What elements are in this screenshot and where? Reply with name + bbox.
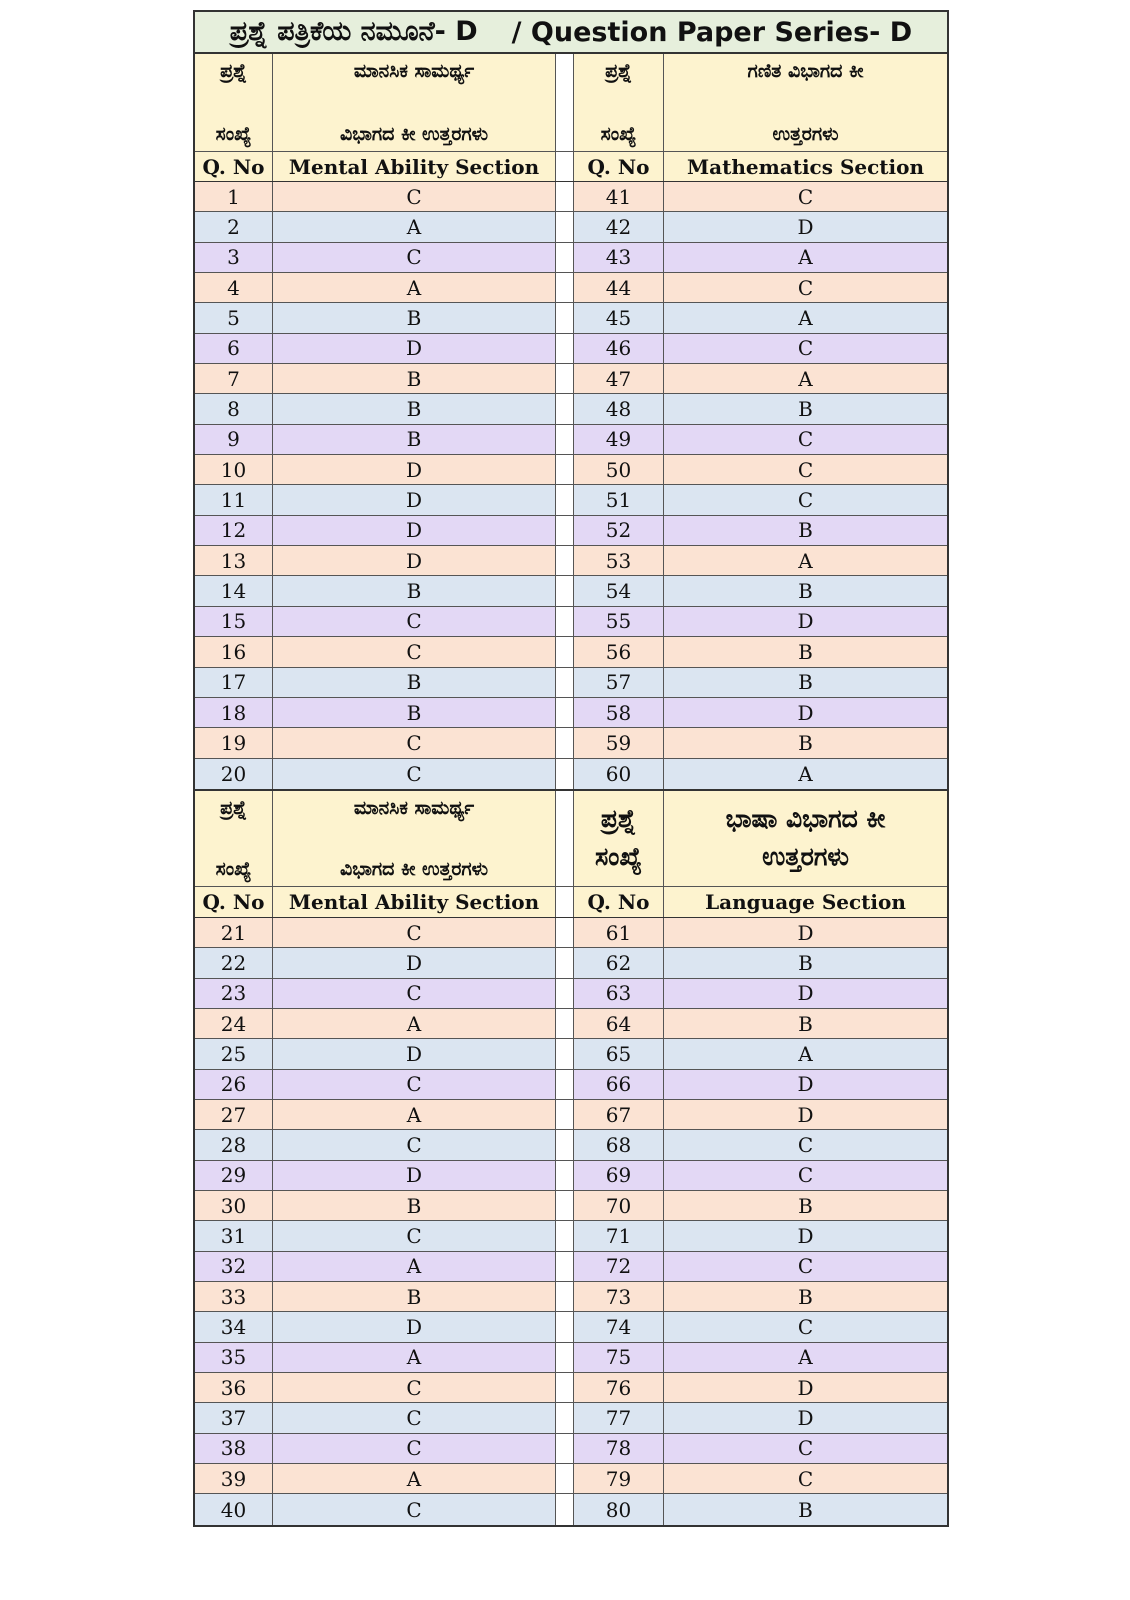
table1-kannada-header — [195, 54, 947, 152]
answer-right: A — [798, 548, 813, 573]
q-no-left: 30 — [195, 1191, 273, 1220]
q-no-left: 19 — [195, 728, 273, 757]
answer-left: D — [273, 485, 556, 514]
answer-left: C — [273, 728, 556, 757]
q-no-right: 70 — [574, 1191, 664, 1220]
q-no-left: 8 — [195, 394, 273, 423]
header-qno-right: Q. No — [574, 152, 664, 181]
table-row — [195, 303, 947, 333]
header-qno-left-kannada: ಪ್ರಶ್ನೆ ಸಂಖ್ಯೆ — [195, 791, 273, 886]
q-no-right: 67 — [574, 1100, 664, 1129]
q-no-right: 58 — [574, 698, 664, 727]
answer-left: C — [273, 759, 556, 789]
answer-left: C — [273, 607, 556, 636]
column-separator — [556, 759, 574, 789]
answer-right: C — [797, 1436, 814, 1461]
answer-right: D — [797, 700, 814, 725]
answer-right: C — [797, 1132, 814, 1157]
answer-left: B — [273, 303, 556, 332]
q-no-right: 54 — [574, 576, 664, 605]
q-no-left: 15 — [195, 607, 273, 636]
column-separator — [556, 152, 574, 181]
q-no-right: 77 — [574, 1403, 664, 1432]
answer-right: A — [798, 306, 813, 331]
header-qno-right-kannada: ಪ್ರಶ್ನೆ ಸಂಖ್ಯೆ — [574, 791, 664, 886]
answer-right: B — [798, 518, 813, 543]
answer-right: B — [798, 1193, 813, 1218]
answer-left: A — [273, 1009, 556, 1038]
q-no-right: 43 — [574, 243, 664, 272]
q-no-right: 65 — [574, 1039, 664, 1068]
column-separator — [556, 1221, 574, 1250]
table2-english-header — [195, 887, 947, 918]
q-no-left: 4 — [195, 273, 273, 302]
column-separator — [556, 54, 574, 151]
q-no-left: 23 — [195, 979, 273, 1008]
column-separator — [556, 455, 574, 484]
q-no-left: 6 — [195, 334, 273, 363]
table-row — [195, 948, 947, 978]
q-no-right: 41 — [574, 182, 664, 211]
answer-left: D — [273, 948, 556, 977]
answer-left: B — [273, 425, 556, 454]
answer-right: B — [798, 1011, 813, 1036]
q-no-left: 31 — [195, 1221, 273, 1250]
q-no-right: 45 — [574, 303, 664, 332]
answer-right: B — [798, 639, 813, 664]
table-row — [195, 1070, 947, 1100]
table-row — [195, 243, 947, 273]
header-mathematics-kannada: ಗಣಿತ ವಿಭಾಗದ ಕೀ ಉತ್ತರಗಳು — [747, 60, 864, 145]
table-row — [195, 1343, 947, 1373]
q-no-right: 52 — [574, 516, 664, 545]
column-separator — [556, 607, 574, 636]
answer-left: A — [273, 212, 556, 241]
table-row — [195, 1282, 947, 1312]
table-row — [195, 637, 947, 667]
table-row — [195, 1100, 947, 1130]
table-row — [195, 728, 947, 758]
answer-right: D — [797, 609, 814, 634]
answer-key-sheet — [193, 10, 949, 1527]
header-qno-left: Q. No — [195, 152, 273, 181]
table-row — [195, 425, 947, 455]
q-no-left: 40 — [195, 1494, 273, 1524]
header-mental-ability-kannada: ಮಾನಸಿಕ ಸಾಮರ್ಥ್ಯ ವಿಭಾಗದ ಕೀ ಉತ್ತರಗಳು — [273, 791, 556, 886]
table2-kannada-header — [195, 789, 947, 887]
table-row — [195, 918, 947, 948]
q-no-right: 80 — [574, 1494, 664, 1524]
q-no-left: 2 — [195, 212, 273, 241]
q-no-right: 57 — [574, 668, 664, 697]
title-kannada: ಪ್ರಶ್ನೆ ಪತ್ರಿಕೆಯ ನಮೂನೆ- D — [229, 16, 478, 47]
answer-left: A — [273, 273, 556, 302]
answer-left: B — [273, 394, 556, 423]
answer-left: B — [273, 576, 556, 605]
table-row — [195, 759, 947, 789]
table-row — [195, 1039, 947, 1069]
q-no-right: 79 — [574, 1464, 664, 1493]
answer-right: D — [797, 1375, 814, 1400]
column-separator — [556, 1373, 574, 1402]
column-separator — [556, 425, 574, 454]
header-language: Language Section — [705, 889, 906, 914]
table-row — [195, 1252, 947, 1282]
column-separator — [556, 1009, 574, 1038]
q-no-right: 61 — [574, 918, 664, 947]
table-row — [195, 1373, 947, 1403]
table-row — [195, 607, 947, 637]
table-row — [195, 979, 947, 1009]
answer-left: B — [273, 698, 556, 727]
table-row — [195, 1494, 947, 1524]
q-no-left: 35 — [195, 1343, 273, 1372]
answer-left: C — [273, 1434, 556, 1463]
q-no-right: 78 — [574, 1434, 664, 1463]
q-no-left: 18 — [195, 698, 273, 727]
q-no-right: 64 — [574, 1009, 664, 1038]
answer-right: D — [797, 1406, 814, 1431]
q-no-right: 46 — [574, 334, 664, 363]
table-row — [195, 1130, 947, 1160]
answer-left: C — [273, 918, 556, 947]
column-separator — [556, 728, 574, 757]
answer-right: C — [797, 184, 814, 209]
q-no-right: 59 — [574, 728, 664, 757]
answer-left: B — [273, 364, 556, 393]
q-no-left: 10 — [195, 455, 273, 484]
q-no-right: 73 — [574, 1282, 664, 1311]
q-no-left: 17 — [195, 668, 273, 697]
q-no-right: 44 — [574, 273, 664, 302]
column-separator — [556, 273, 574, 302]
table-row — [195, 1403, 947, 1433]
q-no-right: 50 — [574, 455, 664, 484]
column-separator — [556, 1282, 574, 1311]
answer-left: B — [273, 1282, 556, 1311]
q-no-left: 21 — [195, 918, 273, 947]
table-row — [195, 1434, 947, 1464]
answer-left: D — [273, 1312, 556, 1341]
q-no-left: 16 — [195, 637, 273, 666]
answer-left: B — [273, 1191, 556, 1220]
column-separator — [556, 485, 574, 514]
q-no-left: 7 — [195, 364, 273, 393]
column-separator — [556, 516, 574, 545]
q-no-left: 29 — [195, 1161, 273, 1190]
answer-right: B — [798, 579, 813, 604]
answer-left: A — [273, 1464, 556, 1493]
q-no-right: 53 — [574, 546, 664, 575]
answer-left: D — [273, 334, 556, 363]
answer-left: C — [273, 1494, 556, 1524]
title-english: / Question Paper Series- D — [511, 16, 913, 48]
q-no-left: 20 — [195, 759, 273, 789]
column-separator — [556, 394, 574, 423]
column-separator — [556, 1403, 574, 1432]
table-row — [195, 1312, 947, 1342]
header-mental-ability: Mental Ability Section — [273, 887, 556, 917]
answer-right: D — [797, 1223, 814, 1248]
header-qno-left: Q. No — [195, 887, 273, 917]
table-row — [195, 1161, 947, 1191]
answer-right: C — [797, 1254, 814, 1279]
q-no-right: 62 — [574, 948, 664, 977]
answer-right: A — [798, 366, 813, 391]
column-separator — [556, 1161, 574, 1190]
table-row — [195, 1221, 947, 1251]
table-row — [195, 546, 947, 576]
column-separator — [556, 1070, 574, 1099]
table1-body — [195, 182, 947, 789]
header-mental-ability-kannada: ಮಾನಸಿಕ ಸಾಮರ್ಥ್ಯ ವಿಭಾಗದ ಕೀ ಉತ್ತರಗಳು — [273, 54, 556, 151]
answer-right: A — [798, 761, 813, 786]
column-separator — [556, 948, 574, 977]
answer-right: C — [797, 1315, 814, 1340]
answer-right: D — [797, 981, 814, 1006]
answer-right: B — [798, 730, 813, 755]
answer-left: D — [273, 1161, 556, 1190]
column-separator — [556, 364, 574, 393]
column-separator — [556, 576, 574, 605]
q-no-right: 71 — [574, 1221, 664, 1250]
table-row — [195, 273, 947, 303]
table-row — [195, 1009, 947, 1039]
column-separator — [556, 1130, 574, 1159]
column-separator — [556, 1343, 574, 1372]
table-row — [195, 485, 947, 515]
table-row — [195, 364, 947, 394]
answer-right: C — [797, 488, 814, 513]
q-no-right: 69 — [574, 1161, 664, 1190]
answer-right: D — [797, 1102, 814, 1127]
q-no-left: 5 — [195, 303, 273, 332]
answer-left: D — [273, 516, 556, 545]
q-no-left: 12 — [195, 516, 273, 545]
answer-left: B — [273, 668, 556, 697]
table-row — [195, 1191, 947, 1221]
answer-right: C — [797, 336, 814, 361]
q-no-left: 34 — [195, 1312, 273, 1341]
q-no-left: 38 — [195, 1434, 273, 1463]
table-row — [195, 394, 947, 424]
table-row — [195, 334, 947, 364]
column-separator — [556, 334, 574, 363]
column-separator — [556, 918, 574, 947]
answer-right: B — [798, 1284, 813, 1309]
column-separator — [556, 182, 574, 211]
answer-left: C — [273, 1070, 556, 1099]
column-separator — [556, 243, 574, 272]
answer-left: A — [273, 1100, 556, 1129]
header-mathematics: Mathematics Section — [686, 154, 925, 179]
answer-right: C — [797, 275, 814, 300]
answer-right: B — [798, 397, 813, 422]
answer-right: C — [797, 1466, 814, 1491]
q-no-right: 47 — [574, 364, 664, 393]
q-no-right: 76 — [574, 1373, 664, 1402]
header-mental-ability: Mental Ability Section — [273, 152, 556, 181]
answer-left: D — [273, 455, 556, 484]
answer-left: D — [273, 546, 556, 575]
answer-right: A — [798, 245, 813, 270]
answer-left: C — [273, 979, 556, 1008]
table1-english-header — [195, 152, 947, 182]
answer-right: D — [797, 215, 814, 240]
header-language-kannada: ಭಾಷಾ ವಿಭಾಗದ ಕೀ ಉತ್ತರಗಳು — [725, 804, 886, 872]
answer-right: C — [797, 1163, 814, 1188]
answer-right: D — [797, 920, 814, 945]
answer-right: B — [798, 670, 813, 695]
column-separator — [556, 1039, 574, 1068]
q-no-right: 49 — [574, 425, 664, 454]
q-no-right: 72 — [574, 1252, 664, 1281]
table2-body — [195, 918, 947, 1525]
q-no-right: 68 — [574, 1130, 664, 1159]
answer-left: A — [273, 1343, 556, 1372]
answer-right: A — [798, 1345, 813, 1370]
column-separator — [556, 1100, 574, 1129]
table-row — [195, 668, 947, 698]
q-no-right: 48 — [574, 394, 664, 423]
table-row — [195, 212, 947, 242]
column-separator — [556, 791, 574, 886]
column-separator — [556, 887, 574, 917]
q-no-left: 11 — [195, 485, 273, 514]
q-no-left: 22 — [195, 948, 273, 977]
header-qno-left-kannada: ಪ್ರಶ್ನೆ ಸಂಖ್ಯೆ — [195, 54, 273, 151]
answer-right: A — [798, 1041, 813, 1066]
q-no-left: 33 — [195, 1282, 273, 1311]
q-no-right: 56 — [574, 637, 664, 666]
header-qno-right: Q. No — [574, 887, 664, 917]
q-no-right: 51 — [574, 485, 664, 514]
q-no-left: 3 — [195, 243, 273, 272]
column-separator — [556, 212, 574, 241]
q-no-left: 39 — [195, 1464, 273, 1493]
q-no-right: 66 — [574, 1070, 664, 1099]
q-no-left: 36 — [195, 1373, 273, 1402]
q-no-left: 14 — [195, 576, 273, 605]
q-no-right: 55 — [574, 607, 664, 636]
column-separator — [556, 546, 574, 575]
answer-right: B — [798, 1497, 813, 1522]
answer-left: A — [273, 1252, 556, 1281]
q-no-right: 63 — [574, 979, 664, 1008]
header-qno-right-kannada: ಪ್ರಶ್ನೆ ಸಂಖ್ಯೆ — [574, 54, 664, 151]
column-separator — [556, 1464, 574, 1493]
column-separator — [556, 1252, 574, 1281]
q-no-left: 1 — [195, 182, 273, 211]
q-no-left: 28 — [195, 1130, 273, 1159]
column-separator — [556, 1434, 574, 1463]
answer-right: D — [797, 1072, 814, 1097]
q-no-right: 60 — [574, 759, 664, 789]
q-no-right: 42 — [574, 212, 664, 241]
table-row — [195, 455, 947, 485]
q-no-left: 24 — [195, 1009, 273, 1038]
answer-left: C — [273, 1130, 556, 1159]
column-separator — [556, 1191, 574, 1220]
answer-right: C — [797, 427, 814, 452]
table-row — [195, 1464, 947, 1494]
column-separator — [556, 1494, 574, 1524]
answer-right: C — [797, 457, 814, 482]
q-no-left: 37 — [195, 1403, 273, 1432]
q-no-left: 26 — [195, 1070, 273, 1099]
answer-left: C — [273, 1403, 556, 1432]
answer-left: C — [273, 182, 556, 211]
answer-left: C — [273, 1373, 556, 1402]
answer-left: D — [273, 1039, 556, 1068]
q-no-left: 25 — [195, 1039, 273, 1068]
answer-left: C — [273, 1221, 556, 1250]
q-no-left: 13 — [195, 546, 273, 575]
answer-left: C — [273, 243, 556, 272]
table-row — [195, 576, 947, 606]
column-separator — [556, 303, 574, 332]
column-separator — [556, 979, 574, 1008]
column-separator — [556, 1312, 574, 1341]
column-separator — [556, 637, 574, 666]
q-no-left: 9 — [195, 425, 273, 454]
table-row — [195, 516, 947, 546]
answer-left: C — [273, 637, 556, 666]
table-row — [195, 698, 947, 728]
q-no-right: 75 — [574, 1343, 664, 1372]
q-no-left: 27 — [195, 1100, 273, 1129]
column-separator — [556, 668, 574, 697]
column-separator — [556, 698, 574, 727]
sheet-title — [195, 12, 947, 54]
q-no-left: 32 — [195, 1252, 273, 1281]
table-row — [195, 182, 947, 212]
q-no-right: 74 — [574, 1312, 664, 1341]
answer-right: B — [798, 950, 813, 975]
